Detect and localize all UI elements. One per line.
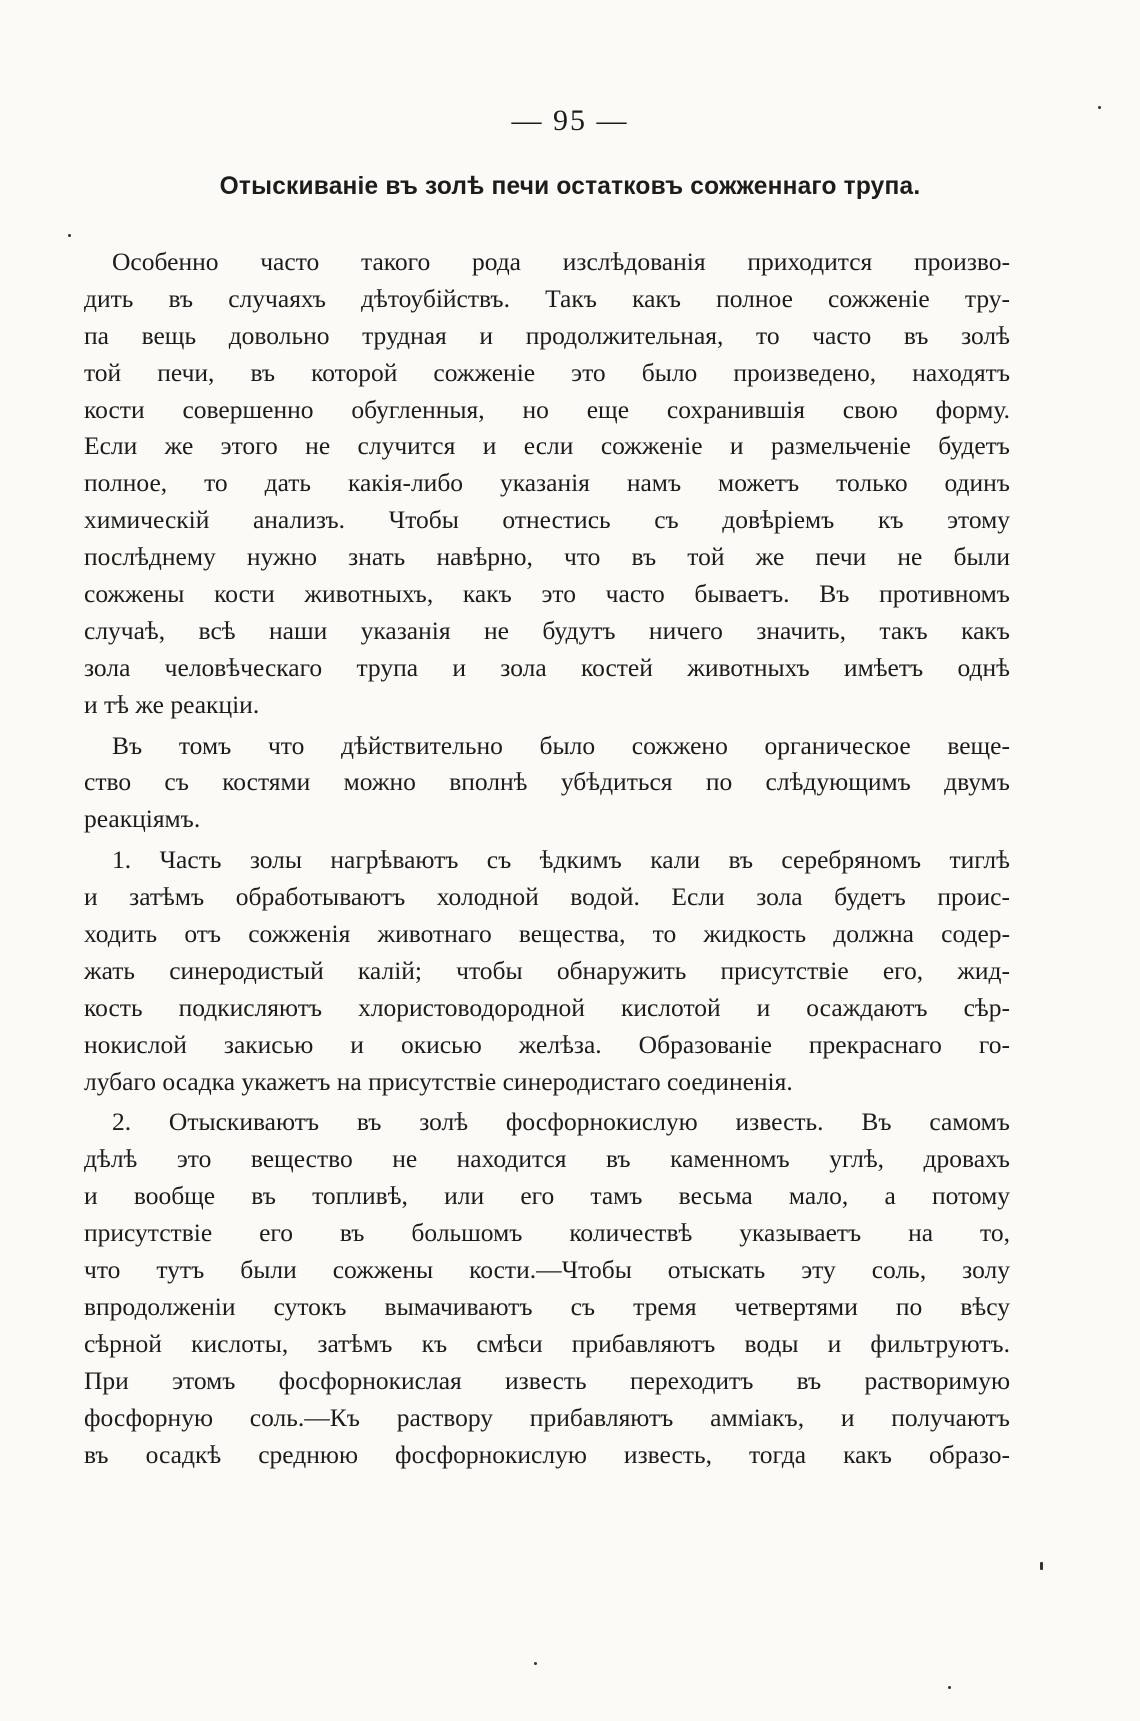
text-line: дить въ случаяхъ дѣтоубійствъ. Такъ какъ полное сожженіе тру- — [84, 283, 1010, 313]
text-line: 2. Отыскиваютъ въ золѣ фосфорнокислую известь. Въ самомъ — [112, 1107, 1010, 1137]
text-line: той печи, въ которой сожженіе это было произведено, находятъ — [84, 357, 1010, 387]
text-line: присутствіе его въ большомъ количествѣ указываетъ на то, — [84, 1218, 1010, 1248]
text-line: и вообще въ топливѣ, или его тамъ весьма мало, а потому — [84, 1181, 1010, 1211]
text-line: сѣрной кислоты, затѣмъ къ смѣси прибавляютъ воды и фильтруютъ. — [84, 1328, 1010, 1358]
text-line: Особенно часто такого рода изслѣдованія приходится произво- — [112, 247, 1010, 276]
scan-speck — [1098, 106, 1101, 109]
scan-speck — [1040, 1562, 1043, 1570]
scan-speck — [68, 234, 71, 237]
text-line: и затѣмъ обработываютъ холодной водой. Если зола будетъ проис- — [84, 882, 1010, 912]
text-line: Если же этого не случится и если сожженіе и размельченіе будетъ — [84, 431, 1010, 461]
text-line: фосфорную соль.—Къ раствору прибавляютъ амміакъ, и получаютъ — [84, 1402, 1010, 1432]
text-line: кость подкисляютъ хлористоводородной кислотой и осаждаютъ сѣр- — [84, 992, 1010, 1022]
text-line: и тѣ же реакціи. — [84, 689, 260, 719]
paragraph-1 — [84, 244, 1010, 724]
text-line: дѣлѣ это вещество не находится въ каменномъ углѣ, дровахъ — [84, 1144, 1010, 1174]
text-line: ходить отъ сожженія животнаго вещества, то жидкость должна содер- — [84, 919, 1010, 949]
page-number: — 95 — — [511, 104, 629, 137]
scan-speck — [534, 1662, 537, 1665]
paragraph-3 — [84, 842, 1010, 1100]
text-line: впродолженіи сутокъ вымачиваютъ съ тремя четвертями по вѣсу — [84, 1291, 1010, 1321]
text-line: случаѣ, всѣ наши указанія не будутъ ничего значить, такъ какъ — [84, 615, 1010, 645]
text-line: па вещь довольно трудная и продолжительная, то часто въ золѣ — [84, 320, 1010, 350]
text-line: При этомъ фосфорнокислая известь переходитъ въ растворимую — [84, 1365, 1010, 1395]
text-line: химическій анализъ. Чтобы отнестись съ довѣріемъ къ этому — [84, 505, 1010, 535]
paragraph-4 — [84, 1104, 1010, 1473]
text-line: въ осадкѣ среднюю фосфорнокислую известь, тогда какъ образо- — [84, 1439, 1010, 1469]
section-heading: Отыскиваніе въ золѣ печи остатковъ сожженнаго трупа. — [219, 172, 921, 200]
text-line: реакціямъ. — [84, 804, 201, 834]
text-line: 1. Часть золы нагрѣваютъ съ ѣдкимъ кали въ серебряномъ тиглѣ — [112, 845, 1010, 875]
text-line: нокислой закисью и окисью желѣза. Образованіе прекраснаго го- — [84, 1029, 1010, 1059]
body-text — [84, 244, 1010, 1473]
text-line: зола человѣческаго трупа и зола костей животныхъ имѣетъ однѣ — [84, 652, 1010, 682]
scan-speck — [948, 1686, 951, 1689]
text-line: Въ томъ что дѣйствительно было сожжено органическое веще- — [112, 730, 1010, 760]
text-line: полное, то дать какія-либо указанія намъ можетъ только одинъ — [84, 468, 1010, 498]
text-line: жать синеродистый калій; чтобы обнаружить присутствіе его, жид- — [84, 955, 1010, 985]
text-line: сожжены кости животныхъ, какъ это часто бываетъ. Въ противномъ — [84, 579, 1010, 609]
text-line: кости совершенно обугленныя, но еще сохранившія свою форму. — [84, 394, 1010, 424]
text-line: лубаго осадка укажетъ на присутствіе синеродистаго соединенія. — [84, 1066, 793, 1096]
text-line: ство съ костями можно вполнѣ убѣдиться по слѣдующимъ двумъ — [84, 767, 1010, 797]
text-line: что тутъ были сожжены кости.—Чтобы отыскать эту соль, золу — [84, 1255, 1010, 1285]
text-line: послѣднему нужно знать навѣрно, что въ той же печи не были — [84, 542, 1010, 572]
paragraph-2 — [84, 728, 1010, 839]
